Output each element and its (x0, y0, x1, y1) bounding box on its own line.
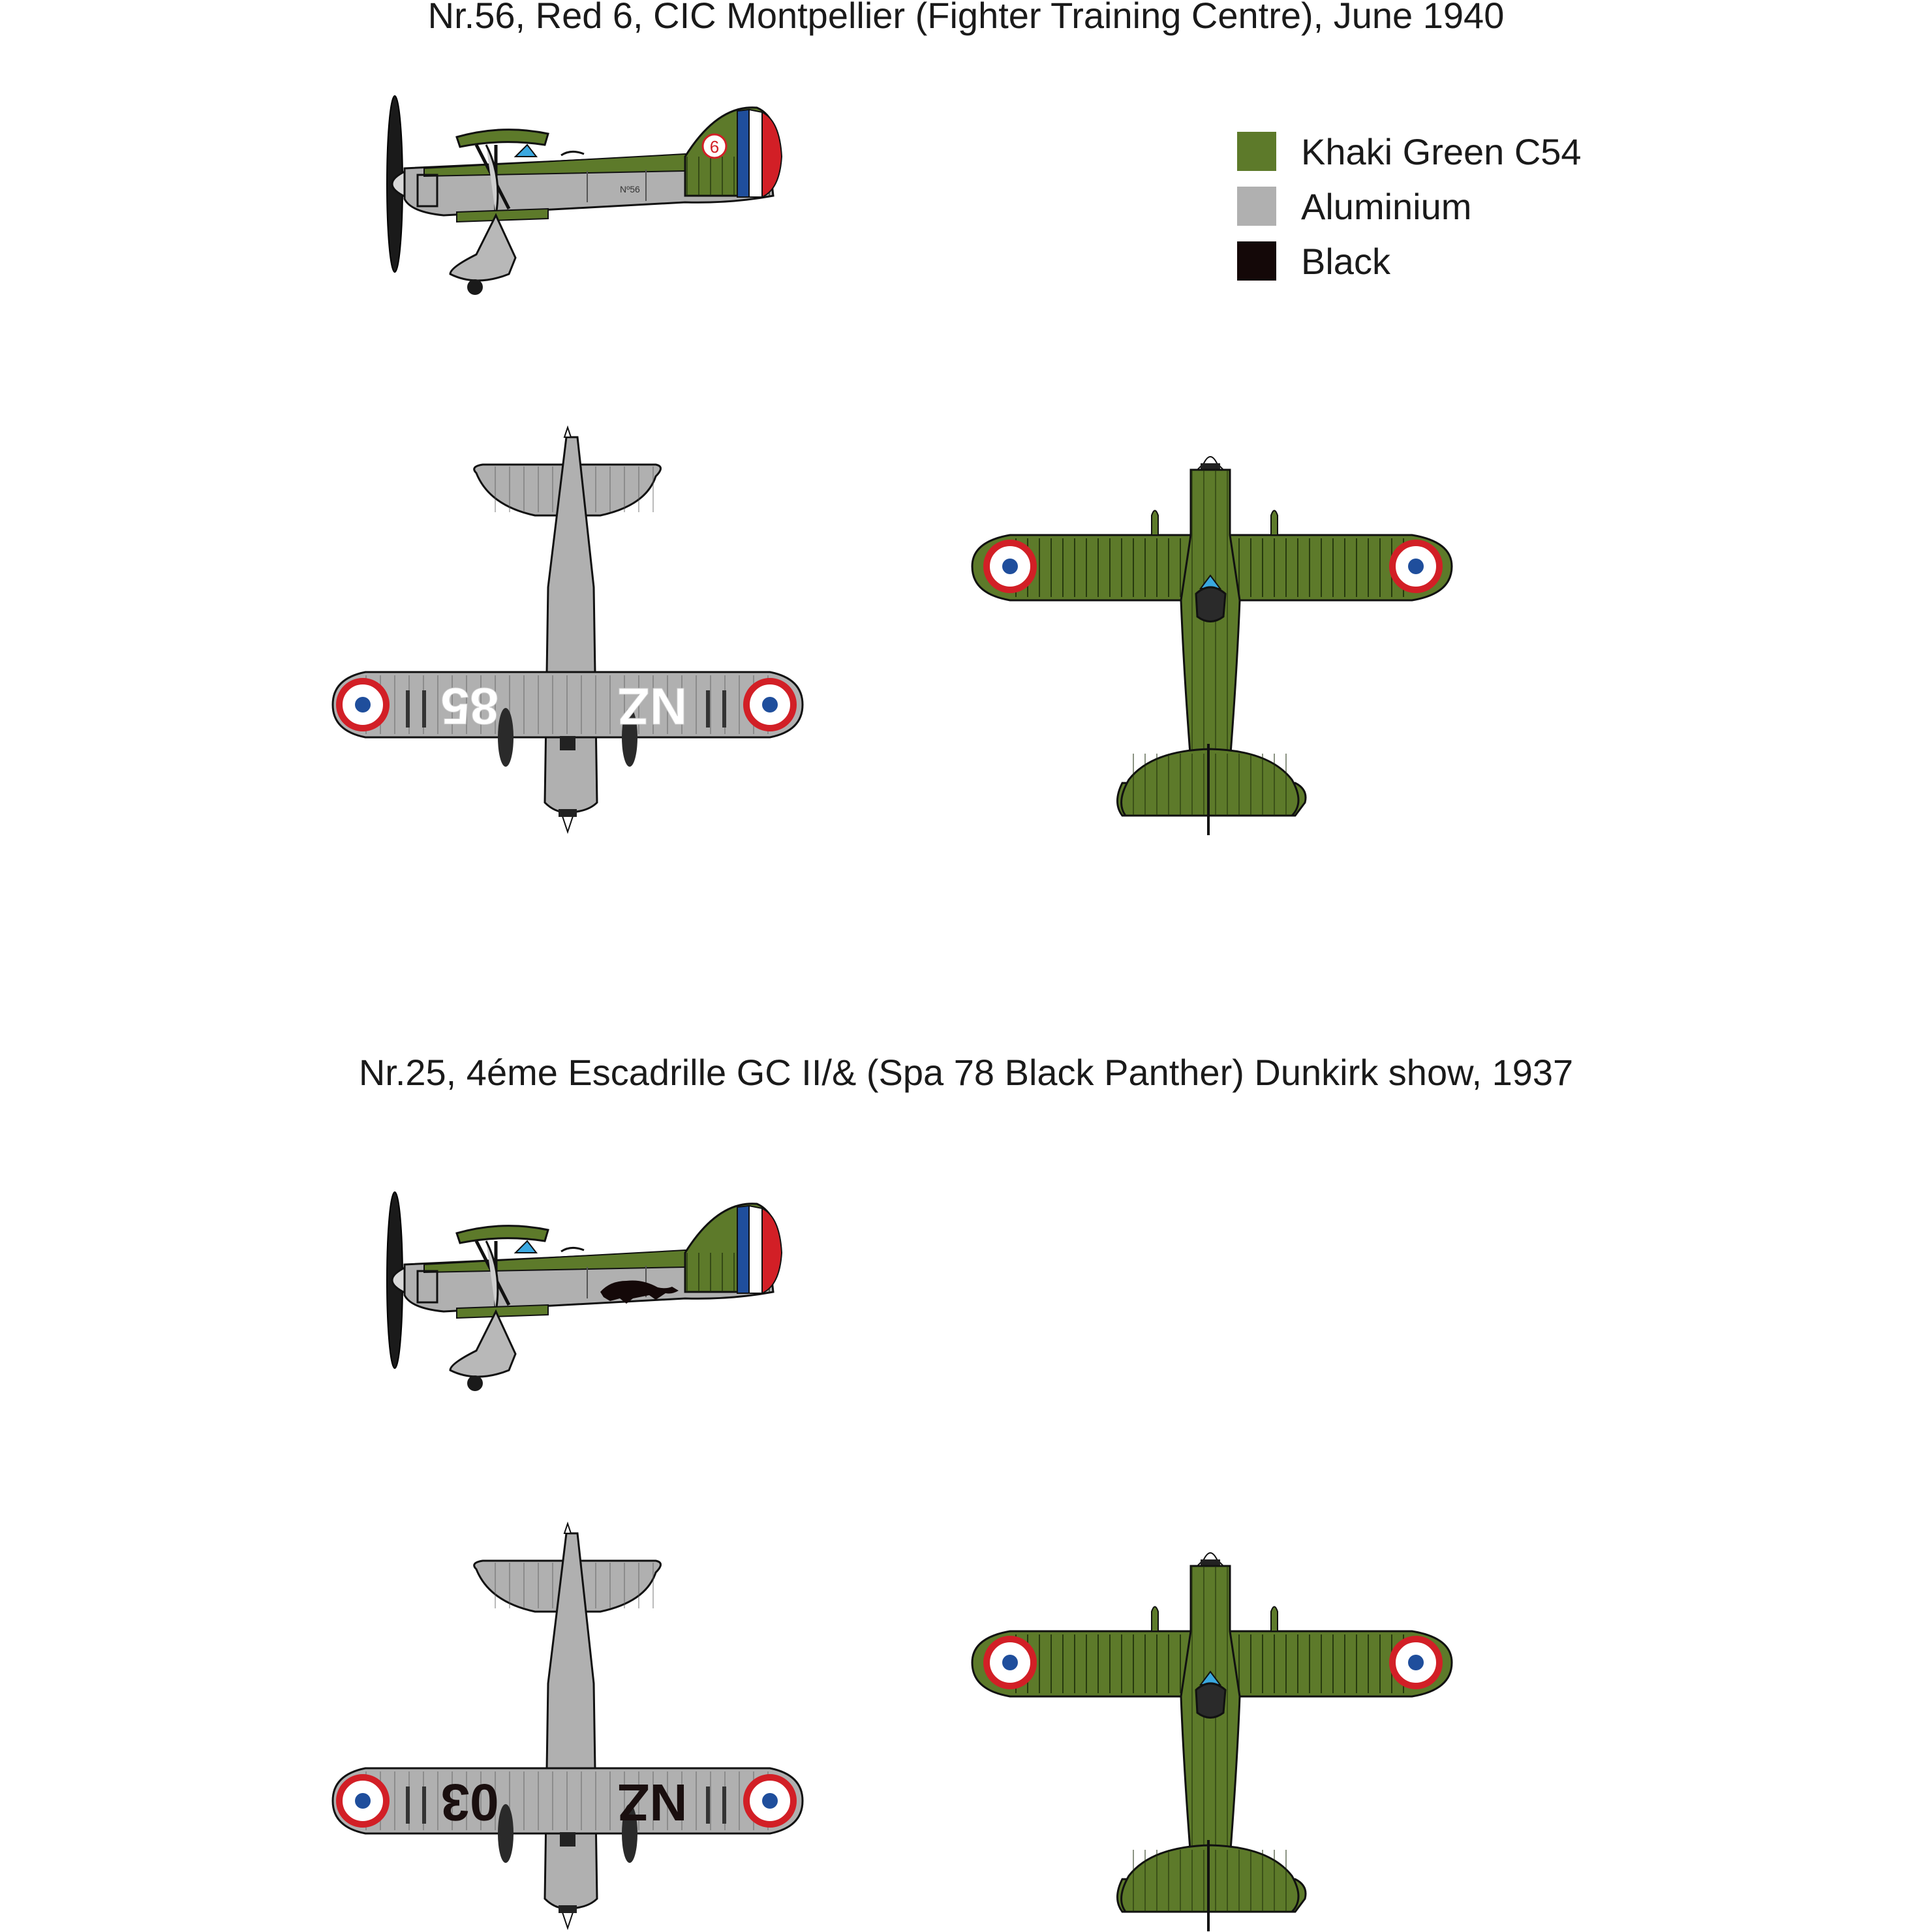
underwing-text-right: 85 (440, 677, 499, 735)
caption-scheme-2: Nr.25, 4éme Escadrille GC II/& (Spa 78 Black Panther) Dunkirk show, 1937 (358, 1052, 1574, 1093)
fin-number-marking (703, 134, 726, 158)
caption-scheme-1: Nr.56, Red 6, CIC Montpellier (Fighter Training Centre), June 1940 (427, 0, 1505, 36)
legend-label-black: Black (1301, 240, 1390, 282)
scheme-2-side-view (387, 1192, 782, 1391)
scheme-2-top-view (972, 1553, 1452, 1931)
scheme-2-underside-view (333, 1524, 803, 1928)
legend-label-khaki: Khaki Green C54 (1301, 130, 1582, 172)
underwing-text-right-2: 03 (440, 1773, 499, 1832)
underwing-text-left: NZ (617, 677, 688, 735)
fuselage-serial-label: Nº56 (620, 184, 640, 194)
underwing-text-left-2: NZ (617, 1773, 688, 1832)
scheme-1-side-view (387, 96, 782, 295)
legend-label-aluminium: Aluminium (1301, 185, 1472, 227)
fin-number-label: 6 (709, 137, 720, 157)
scheme-1-top-view (972, 457, 1452, 835)
scheme-1-underside-view (333, 427, 803, 832)
